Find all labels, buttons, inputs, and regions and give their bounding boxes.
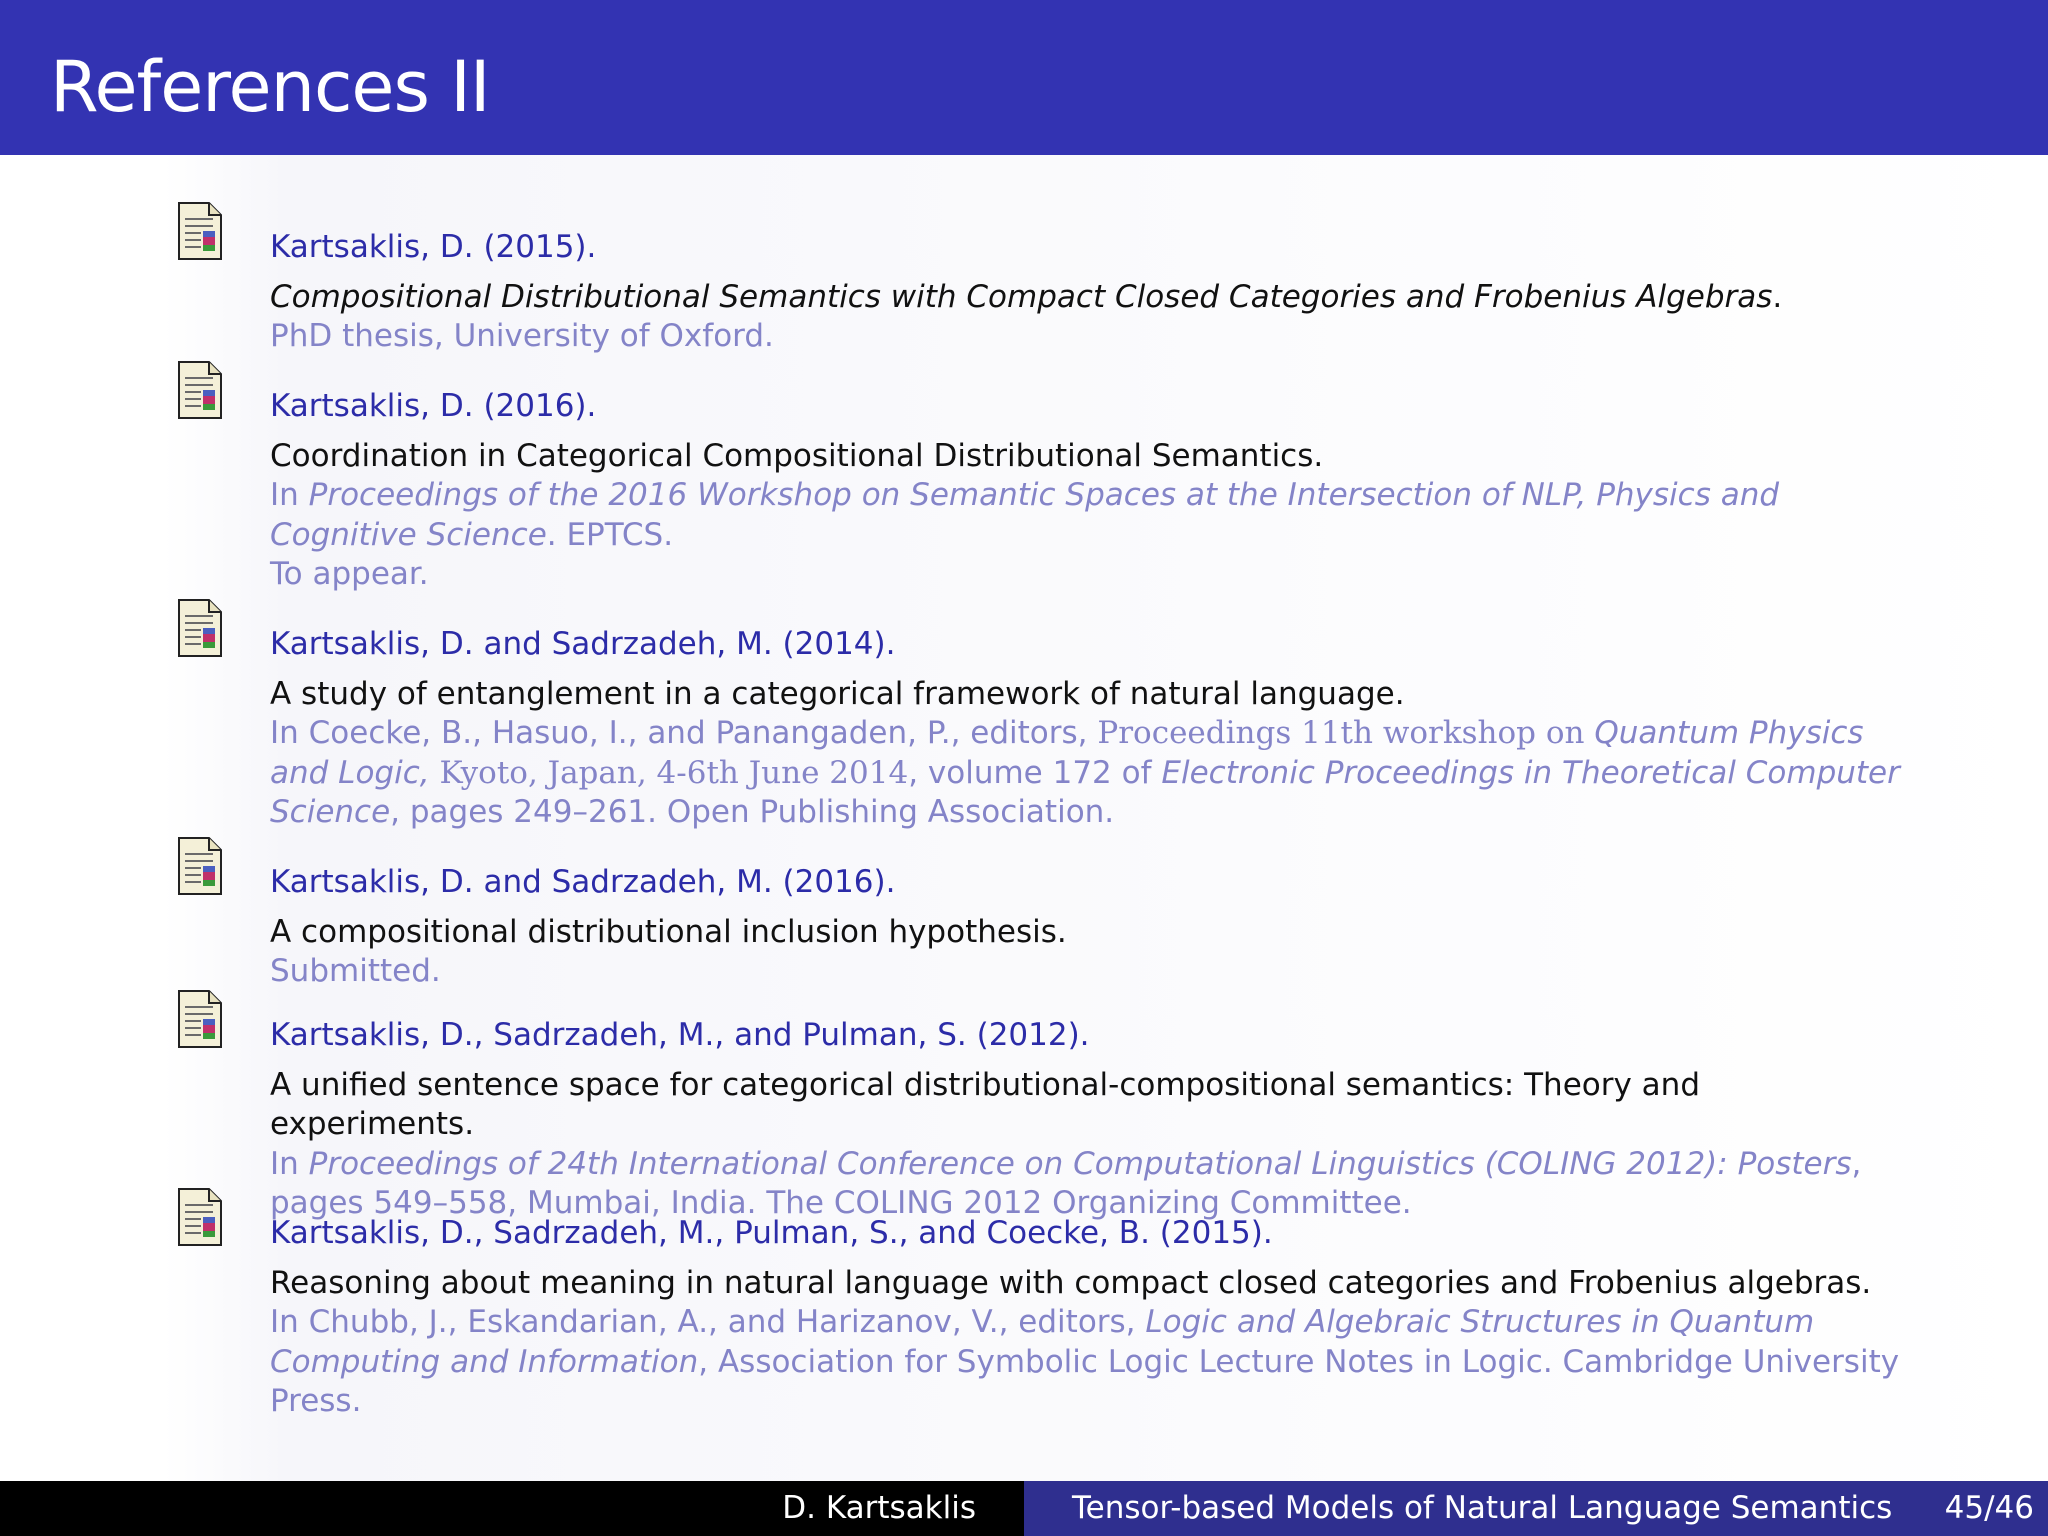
reference-title-segment: Reasoning about meaning in natural language with compact closed categories and Frobenius algebras. <box>270 1264 1872 1301</box>
reference-venue <box>270 714 1910 833</box>
reference-author: Kartsaklis, D. and Sadrzadeh, M. (2014). <box>270 626 896 662</box>
reference-author: Kartsaklis, D. and Sadrzadeh, M. (2016). <box>270 864 896 900</box>
reference-venue <box>270 317 1910 357</box>
reference-title-segment: Compositional Distributional Semantics with Compact Closed Categories and Frobenius Algebras <box>270 278 1773 315</box>
reference-venue-segment: , pages 249–261. Open Publishing Association. <box>390 794 1115 830</box>
reference-venue-segment: , volume 172 of <box>908 754 1162 791</box>
document-icon <box>175 358 225 422</box>
reference-venue-segment: In <box>270 1145 309 1182</box>
document-icon <box>175 199 225 263</box>
reference-venue-segment: Electronic Proceedings in Theoretical Computer Science <box>270 754 1900 830</box>
reference-venue-segment: , Association for Symbolic Logic Lecture Notes in Logic. Cambridge University Press. <box>270 1343 1900 1419</box>
reference-text <box>270 1214 1910 1422</box>
page-number: 45/46 <box>1944 1490 2034 1526</box>
reference-venue-segment: To appear. <box>270 556 429 592</box>
reference-text <box>270 228 1910 357</box>
reference-title <box>270 675 1910 715</box>
document-icon <box>175 1185 225 1249</box>
reference-title-segment: Coordination in Categorical Compositional Distributional Semantics. <box>270 437 1324 474</box>
reference-author: Kartsaklis, D. (2015). <box>270 229 597 265</box>
reference-title <box>270 437 1910 477</box>
reference-title <box>270 1066 1910 1145</box>
reference-venue <box>270 1145 1910 1224</box>
footer-author: D. Kartsaklis <box>782 1490 976 1526</box>
slide-title: References II <box>50 46 490 128</box>
reference-title-segment: . <box>1772 278 1783 315</box>
footer-title-panel <box>1024 1481 2048 1536</box>
footer-talk-title: Tensor-based Models of Natural Language Semantics <box>1072 1490 1893 1526</box>
reference-venue-segment: PhD thesis, University of Oxford. <box>270 318 774 354</box>
reference-venue <box>270 952 1910 992</box>
reference-venue-segment: In <box>270 477 309 513</box>
reference-author: Kartsaklis, D. (2016). <box>270 388 597 424</box>
reference-title-segment: A compositional distributional inclusion hypothesis. <box>270 913 1067 950</box>
reference-title-segment: A unified sentence space for categorical distributional-compositional semantics: Theory and experiments. <box>270 1066 1700 1142</box>
reference-venue-segment: Proceedings of the 2016 Workshop on Semantic Spaces at the Intersection of NLP, Physics and Cognitive Science <box>270 477 1780 553</box>
reference-venue-segment: Submitted. <box>270 953 441 989</box>
reference-title-segment: A study of entanglement in a categorical framework of natural language. <box>270 675 1405 712</box>
reference-author: Kartsaklis, D., Sadrzadeh, M., Pulman, S., and Coecke, B. (2015). <box>270 1215 1273 1251</box>
reference-venue-segment: Kyoto, Japan, 4-6th June 2014 <box>429 754 909 791</box>
reference-venue-segment: Logic and Algebraic Structures in Quantum Computing and Information <box>270 1304 1815 1380</box>
reference-venue-segment: In Chubb, J., Eskandarian, A., and Harizanov, V., editors, <box>270 1304 1146 1340</box>
reference-venue <box>270 1303 1910 1422</box>
reference-venue-segment: Proceedings of 24th International Conference on Computational Linguistics (COLING 2012): Posters <box>308 1145 1852 1182</box>
document-icon <box>175 834 225 898</box>
reference-title <box>270 1264 1910 1304</box>
reference-author: Kartsaklis, D., Sadrzadeh, M., and Pulman, S. (2012). <box>270 1017 1090 1053</box>
footer-author-panel <box>0 1481 1024 1536</box>
reference-text <box>270 625 1910 833</box>
reference-text <box>270 387 1910 595</box>
reference-text <box>270 863 1910 992</box>
reference-venue-segment: Proceedings 11th workshop on <box>1097 715 1595 751</box>
reference-venue-segment: , pages 549–558, Mumbai, India. The COLING 2012 Organizing Committee. <box>270 1145 1862 1221</box>
document-icon <box>175 596 225 660</box>
document-icon <box>175 987 225 1051</box>
reference-venue-segment: In Coecke, B., Hasuo, I., and Panangaden, P., editors, <box>270 715 1098 751</box>
reference-title <box>270 913 1910 953</box>
reference-venue <box>270 476 1910 595</box>
reference-text <box>270 1016 1910 1224</box>
reference-title <box>270 278 1910 318</box>
slide-footer <box>0 1481 2048 1536</box>
reference-venue-segment: Quantum Physics and Logic, <box>270 715 1864 791</box>
reference-venue-segment: . EPTCS. <box>546 516 674 553</box>
